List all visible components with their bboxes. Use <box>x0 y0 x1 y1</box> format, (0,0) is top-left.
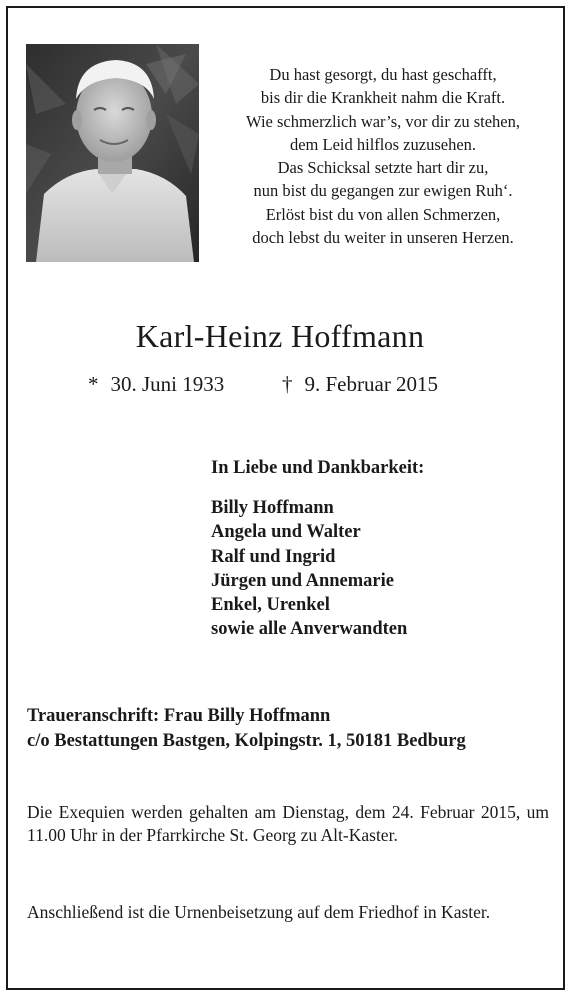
birth-date: 30. Juni 1933 <box>110 372 225 396</box>
list-item: Enkel, Urenkel <box>211 595 330 616</box>
list-item: Billy Hoffmann <box>211 498 334 518</box>
poem-line: doch lebst du weiter in unseren Herzen. <box>252 228 514 248</box>
deceased-name: Karl-Heinz Hoffmann <box>135 318 425 354</box>
address-line-1: Traueranschrift: Frau Billy Hoffmann <box>27 706 331 726</box>
list-item: Jürgen und Annemarie <box>211 570 394 591</box>
poem-line: nun bist du gegangen zur ewigen Ruh‘. <box>253 181 513 201</box>
death-cross-icon: † <box>282 372 293 396</box>
poem-line: Wie schmerzlich war’s, vor dir zu stehen, <box>246 111 520 131</box>
portrait-photo <box>26 44 199 262</box>
burial-paragraph: Anschließend ist die Urnenbeisetzung auf dem Friedhof in Kaster. <box>27 902 491 922</box>
poem-line: Das Schicksal setzte hart dir zu, <box>277 158 489 178</box>
list-item: Ralf und Ingrid <box>211 546 336 567</box>
death-date-line <box>282 372 438 397</box>
poem-line: bis dir die Krankheit nahm die Kraft. <box>260 88 506 108</box>
service-paragraph: Die Exequien werden gehalten am Dienstag, dem 24. Februar 2015, um 11.00 Uhr in der Pfarrkirche St. Georg zu Alt-Kaster. <box>27 802 549 845</box>
memorial-poem <box>206 63 560 249</box>
poem-line: Erlöst bist du von allen Schmerzen, <box>265 204 501 224</box>
death-date: 9. Februar 2015 <box>304 372 439 396</box>
birth-star-icon: * <box>88 372 99 396</box>
mourning-address <box>27 704 466 754</box>
list-item: Angela und Walter <box>211 522 361 543</box>
list-item: sowie alle Anverwandten <box>211 619 408 640</box>
portrait-image <box>26 44 199 262</box>
mourners-heading: In Liebe und Dankbarkeit: <box>211 458 425 478</box>
poem-line: Du hast gesorgt, du hast geschafft, <box>269 65 497 84</box>
address-line-2: c/o Bestattungen Bastgen, Kolpingstr. 1, 50181 Bedburg <box>27 731 466 751</box>
mourners-list <box>211 496 407 642</box>
birth-date-line <box>88 372 224 397</box>
poem-line: dem Leid hilflos zuzusehen. <box>289 134 477 154</box>
